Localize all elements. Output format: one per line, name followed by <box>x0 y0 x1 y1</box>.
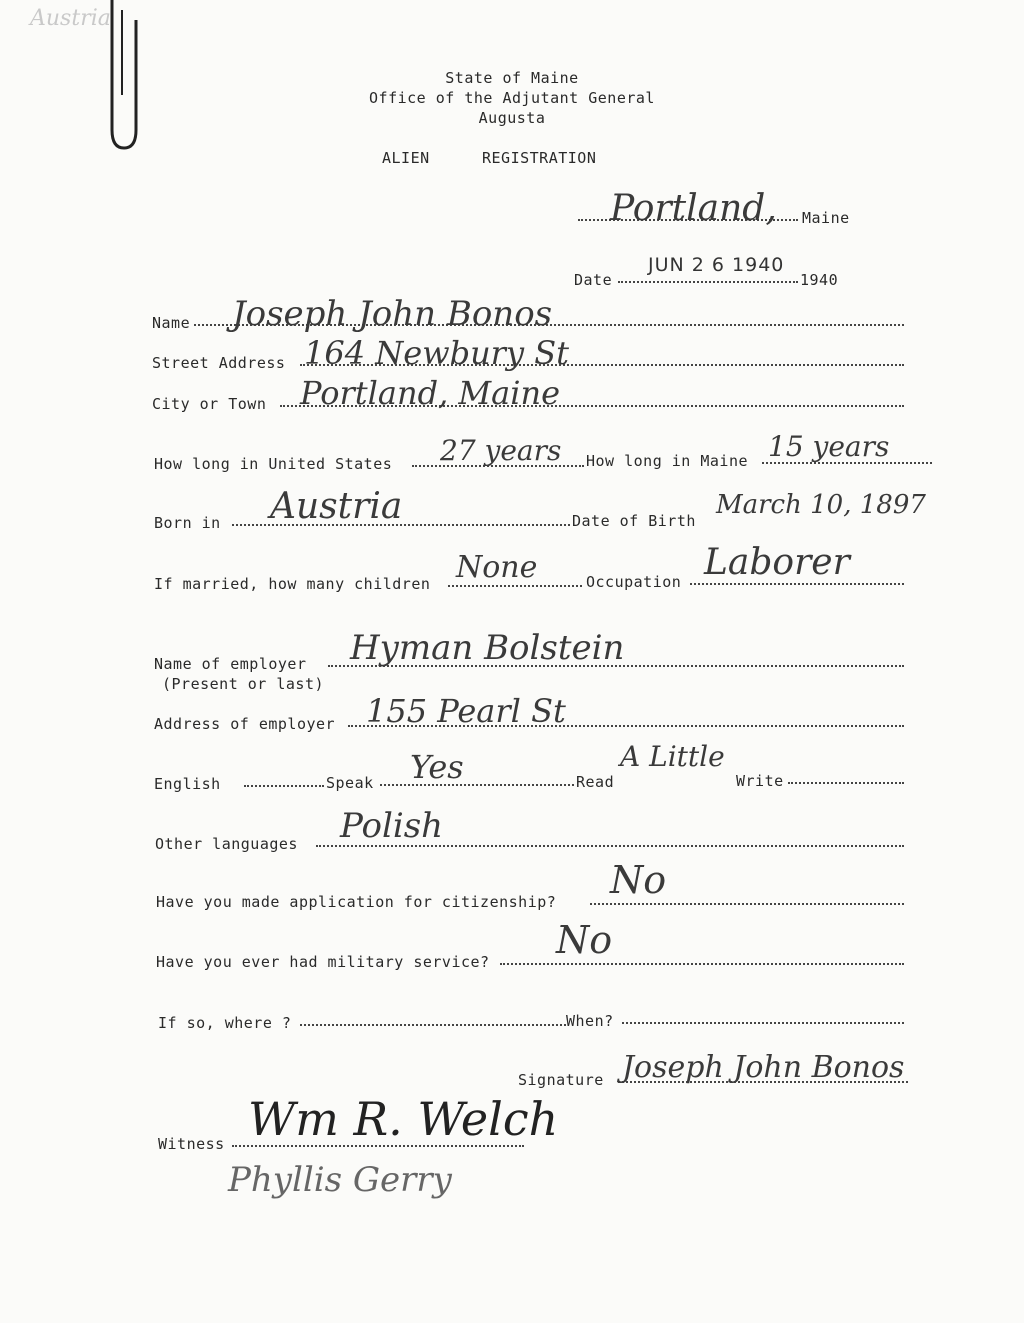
street-label: Street Address <box>152 354 286 372</box>
speak-value: Yes <box>410 748 464 786</box>
place-value: Portland, <box>610 188 777 229</box>
form-title-alien: ALIEN <box>382 149 430 167</box>
name-value: Joseph John Bonos <box>232 294 553 334</box>
city-label: City or Town <box>152 395 267 413</box>
born-in-label: Born in <box>154 514 221 532</box>
dob-value: March 10, 1897 <box>716 490 926 520</box>
employer-address-label: Address of employer <box>154 715 336 733</box>
military-label: Have you ever had military service? <box>156 953 490 971</box>
military-value: No <box>556 918 613 962</box>
witness-value: Wm R. Welch <box>248 1092 559 1146</box>
employer-value: Hyman Bolstein <box>350 628 625 668</box>
citizenship-label: Have you made application for citizenship? <box>156 893 557 911</box>
street-value: 164 Newbury St <box>304 334 569 372</box>
witness-label: Witness <box>158 1135 225 1153</box>
born-in-value: Austria <box>270 486 403 527</box>
date-year: 1940 <box>800 271 839 289</box>
employer-label: Name of employer <box>154 655 307 673</box>
read-value: A Little <box>620 740 725 773</box>
english-label: English <box>154 775 221 793</box>
citizenship-value: No <box>610 858 667 902</box>
children-label: If married, how many children <box>154 575 431 593</box>
children-value: None <box>456 550 538 585</box>
maine-duration-value: 15 years <box>768 430 890 463</box>
occupation-label: Occupation <box>586 573 682 591</box>
employer-address-value: 155 Pearl St <box>366 692 566 730</box>
occupation-value: Laborer <box>704 542 850 583</box>
when-label: When? <box>566 1012 614 1030</box>
form-title-registration: REGISTRATION <box>482 149 597 167</box>
corner-note: Austria <box>30 6 111 31</box>
speak-label: Speak <box>326 774 374 792</box>
us-duration-value: 27 years <box>440 434 562 467</box>
header-state: State of Maine <box>445 69 579 87</box>
date-stamp: JUN 2 6 1940 <box>648 254 785 276</box>
employer-sublabel: (Present or last) <box>162 675 325 693</box>
header-city: Augusta <box>478 109 546 127</box>
dob-label: Date of Birth <box>572 512 696 530</box>
write-label: Write <box>736 772 784 790</box>
witness-second-signature: Phyllis Gerry <box>228 1160 452 1200</box>
where-label: If so, where ? <box>158 1014 292 1032</box>
signature-value: Joseph John Bonos <box>622 1050 905 1085</box>
city-value: Portland, Maine <box>300 374 561 412</box>
name-label: Name <box>152 314 191 332</box>
date-label: Date <box>574 271 613 289</box>
us-duration-label: How long in United States <box>154 455 393 473</box>
read-label: Read <box>576 773 615 791</box>
other-languages-value: Polish <box>340 806 444 846</box>
maine-duration-label: How long in Maine <box>586 452 749 470</box>
other-languages-label: Other languages <box>155 835 298 853</box>
header-office: Office of the Adjutant General <box>369 89 655 107</box>
signature-label: Signature <box>518 1071 604 1089</box>
place-suffix: Maine <box>802 209 850 227</box>
